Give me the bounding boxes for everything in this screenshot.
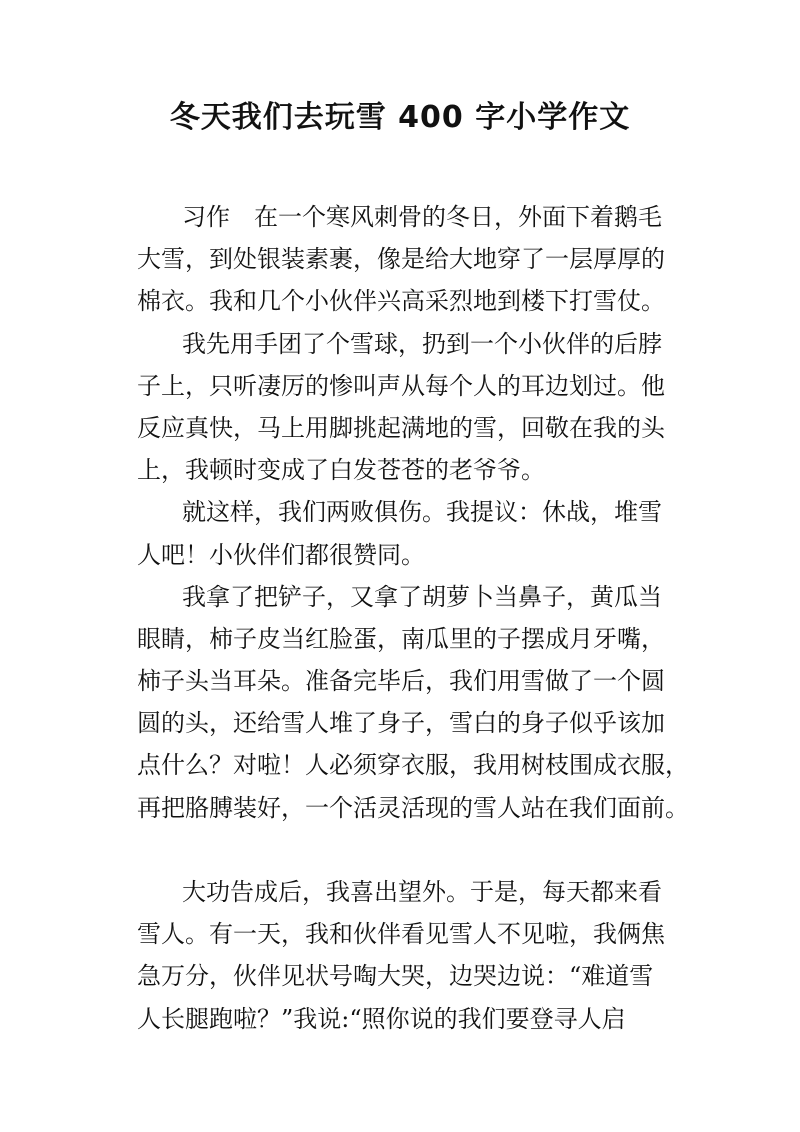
essay-body [137,196,697,1040]
text-line-8: 就这样，我们两败俱伤。我提议：休战，堆雪 [182,498,662,527]
text-line-5: 子上，只听凄厉的惨叫声从每个人的耳边划过。他 [137,371,665,400]
text-line-12: 柿子头当耳朵。准备完毕后，我们用雪做了一个圆 [137,667,665,696]
text-line-20: 人长腿跑啦？”我说:“照你说的我们要登寻人启 [137,1004,626,1033]
text-line-1: 习作 在一个寒风刺骨的冬日，外面下着鹅毛 [182,203,662,231]
paragraph-gap [137,829,697,871]
text-line-18: 雪人。有一天，我和伙伴看见雪人不见啦，我俩焦 [137,920,665,949]
text-line-3: 棉衣。我和几个小伙伴兴高采烈地到楼下打雪仗。 [137,287,665,316]
text-line-10: 我拿了把铲子，又拿了胡萝卜当鼻子，黄瓜当 [182,582,662,611]
text-line-14: 点什么？对啦！人必须穿衣服，我用树枝围成衣服， [137,751,689,780]
text-line-11: 眼睛，柿子皮当红脸蛋，南瓜里的子摆成月牙嘴， [137,624,665,653]
text-line-15: 再把胳膊装好，一个活灵活现的雪人站在我们面前。 [137,793,689,822]
text-line-4: 我先用手团了个雪球，扔到一个小伙伴的后脖 [182,329,662,358]
text-line-19: 急万分，伙伴见状号啕大哭，边哭边说：“难道雪 [137,962,654,991]
text-line-9: 人吧！小伙伴们都很赞同。 [137,540,425,569]
text-line-2: 大雪，到处银装素裹，像是给大地穿了一层厚厚的 [137,245,665,274]
text-line-7: 上，我顿时变成了白发苍苍的老爷爷。 [137,456,545,485]
document-title: 冬天我们去玩雪 400 字小学作文 [169,100,631,135]
text-line-17: 大功告成后，我喜出望外。于是，每天都来看 [182,878,662,906]
text-line-6: 反应真快，马上用脚挑起满地的雪，回敬在我的头 [137,413,665,442]
text-line-13: 圆的头，还给雪人堆了身子，雪白的身子似乎该加 [137,709,665,738]
